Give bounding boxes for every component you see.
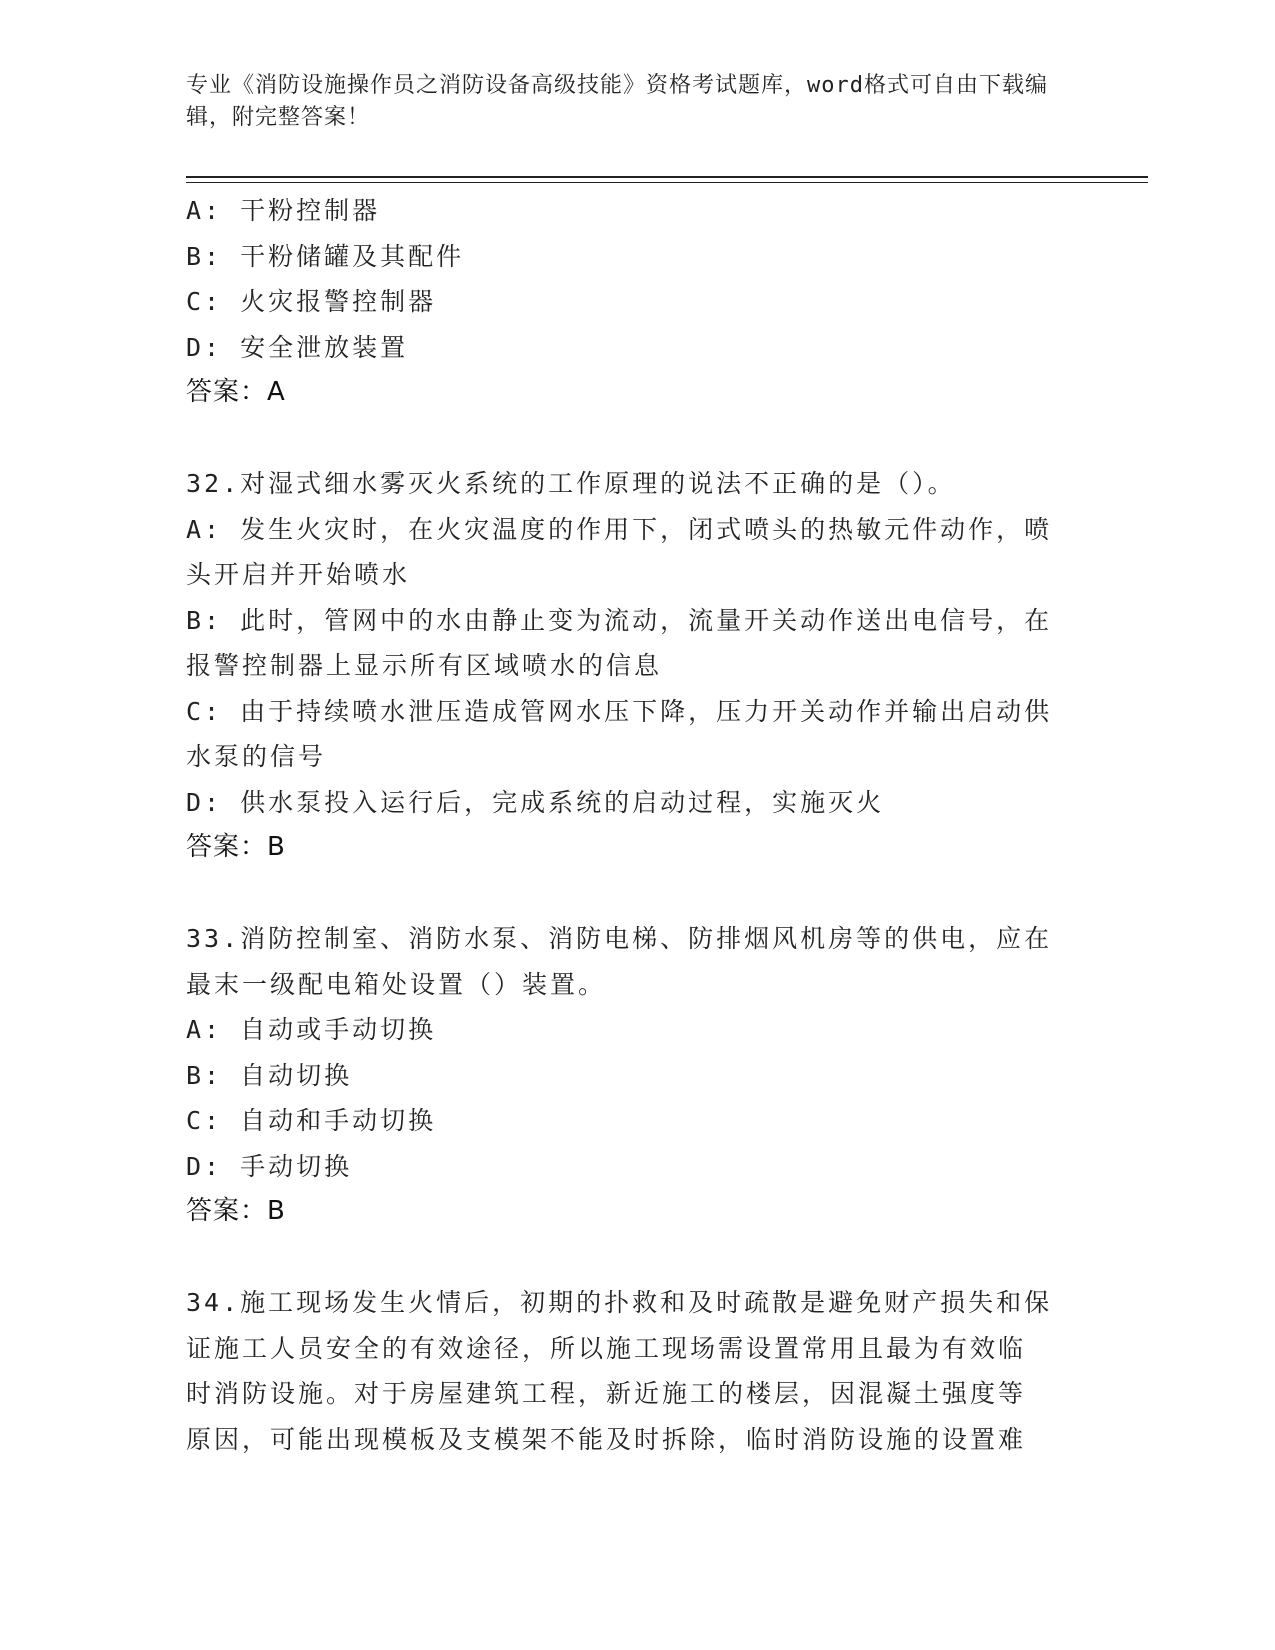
option-b: B: 此时，管网中的水由静止变为流动，流量开关动作送出电信号，在 <box>186 605 1053 635</box>
question-31 <box>186 188 1066 416</box>
option-b: B: 干粉储罐及其配件 <box>186 241 465 271</box>
question-stem-continued: 证施工人员安全的有效途径，所以施工现场需设置常用且最为有效临 <box>186 1333 1027 1363</box>
question-stem: 34.施工现场发生火情后，初期的扑救和及时疏散是避免财产损失和保 <box>186 1288 1053 1317</box>
option-c-continued: 水泵的信号 <box>186 742 327 771</box>
question-stem-continued: 最末一级配电箱处设置（）装置。 <box>186 969 607 999</box>
question-stem: 33.消防控制室、消防水泵、消防电梯、防排烟风机房等的供电，应在 <box>186 924 1053 953</box>
option-c: C: 火灾报警控制器 <box>186 287 437 316</box>
question-content <box>186 188 1086 1462</box>
question-spacer <box>186 416 1086 462</box>
option-d: D: 安全泄放装置 <box>186 332 409 362</box>
option-a: A: 发生火灾时，在火灾温度的作用下，闭式喷头的热敏元件动作，喷 <box>186 514 1053 544</box>
option-d: D: 供水泵投入运行后，完成系统的启动过程，实施灭火 <box>186 787 885 817</box>
option-b-continued: 报警控制器上显示所有区域喷水的信息 <box>186 651 663 680</box>
question-spacer <box>186 871 1086 917</box>
question-stem-continued: 原因，可能出现模板及支模架不能及时拆除，临时消防设施的设置难 <box>186 1424 1027 1454</box>
option-a: A: 干粉控制器 <box>186 196 381 225</box>
option-a: A: 自动或手动切换 <box>186 1015 437 1044</box>
question-spacer <box>186 1235 1086 1281</box>
answer-line: 答案：B <box>186 1196 286 1226</box>
question-stem-continued: 时消防设施。对于房屋建筑工程，新近施工的楼层，因混凝土强度等 <box>186 1379 1027 1408</box>
page-header-text: 专业《消防设施操作员之消防设备高级技能》资格考试题库，word格式可自由下载编辑，附完整答案！ <box>186 73 1048 130</box>
option-a-continued: 头开启并开始喷水 <box>186 560 411 589</box>
option-c: C: 自动和手动切换 <box>186 1106 437 1135</box>
header-divider-thin <box>186 182 1148 183</box>
question-stem: 32.对湿式细水雾灭火系统的工作原理的说法不正确的是（）。 <box>186 469 956 498</box>
question-34 <box>186 1280 1066 1462</box>
question-32 <box>186 461 1066 871</box>
header-divider-thick <box>186 176 1148 178</box>
option-b: B: 自动切换 <box>186 1060 353 1090</box>
option-c: C: 由于持续喷水泄压造成管网水压下降，压力开关动作并输出启动供 <box>186 696 1053 726</box>
question-33 <box>186 916 1066 1235</box>
option-d: D: 手动切换 <box>186 1151 353 1181</box>
answer-line: 答案：A <box>186 377 286 407</box>
answer-line: 答案：B <box>186 832 286 862</box>
